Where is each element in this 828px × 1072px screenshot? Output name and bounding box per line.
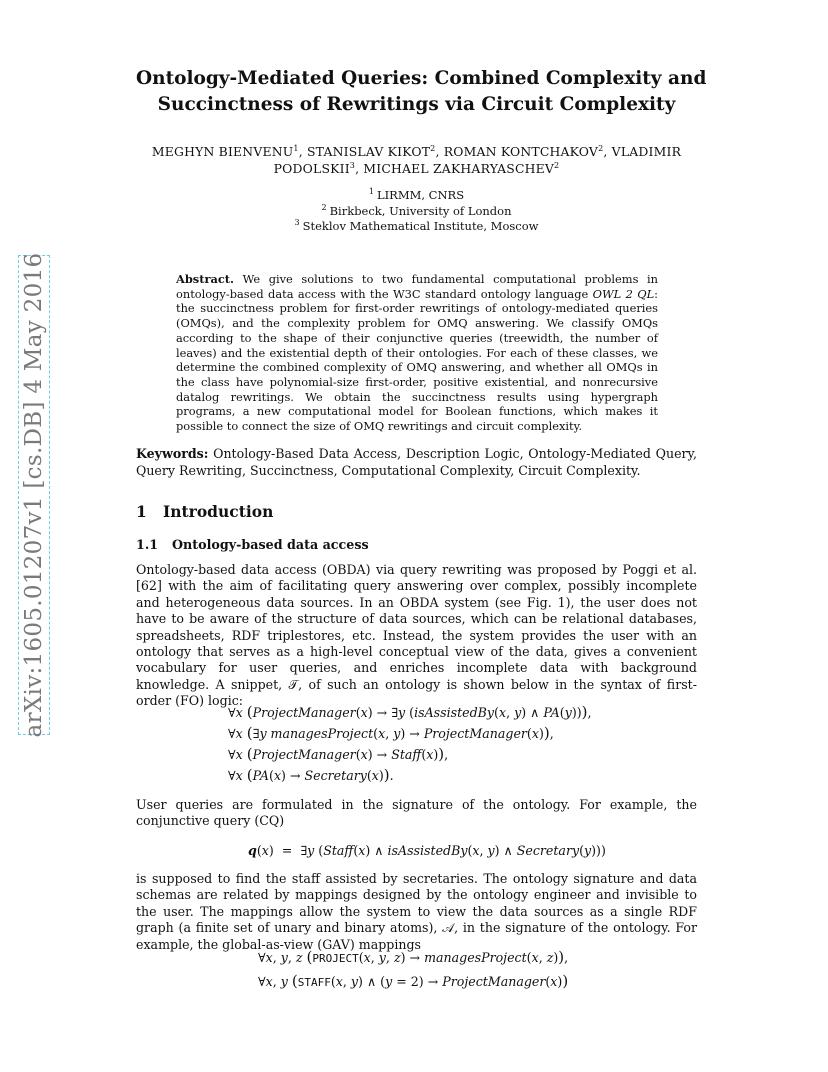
conjunctive-query: q(x) = ∃y (Staff(x) ∧ isAssistedBy(x, y) ∧ Secretary(y))) [248,843,606,858]
affil-mark: 1 [293,143,299,153]
affil-number: 2 [321,202,327,212]
subsection-title: Ontology-based data access [172,537,369,552]
author-name: , MICHAEL ZAKHARYASCHEV [355,161,555,176]
axiom-3: ∀x (ProjectManager(x) → Staff(x)), [228,745,449,763]
affil-mark: 2 [598,143,604,153]
author-line-1 [136,143,697,160]
keywords [136,446,697,479]
author-list [136,143,697,177]
affil-mark: 2 [554,160,560,170]
paragraph-3: is supposed to find the staff assisted by secretaries. The ontology signature and data schemas are related by mappings designed by the ontology engineer and invisible to the user. The mappings allow the system to view the data sources as a single RDF graph (a finite set of unary and binary atoms), 𝒜, in the signature of the ontology. For example, the global-as-view (GAV) mappings [136,871,697,952]
abstract-text-1: We give solutions to two fundamental computational problems in ontology-based data access with the W3C standard ontology language [176,272,658,301]
title-line-1: Ontology-Mediated Queries: Combined Complexity and [136,68,707,89]
author-name: MEGHYN BIENVENU [151,144,294,159]
affil-mark: 2 [430,143,436,153]
affiliation-2 [136,204,697,220]
paper-title [136,66,707,118]
title-line-2: Succinctness of Rewritings via Circuit Complexity [157,94,676,115]
affiliation-1 [136,188,697,204]
owl-term: OWL 2 QL [592,286,655,301]
relation-project: PROJECT [312,952,359,965]
section-number: 1 [136,502,147,521]
affil-text: Steklov Mathematical Institute, Moscow [302,219,539,233]
relation-staff: STAFF [297,976,331,989]
affil-text: Birkbeck, University of London [329,203,512,218]
author-line-2 [136,160,697,177]
author-name: , ROMAN KONTCHAKOV [435,144,599,159]
gav-mappings [258,946,568,994]
subsection-heading [136,537,369,552]
ontology-axioms [228,702,592,786]
abstract-text-2: : the succinctness problem for first-order rewritings of ontology-mediated queries (OMQs), and the complexity problem for OMQ answering. We classify OMQs according to the shape of their conjunctive queries (treewidth, the number of leaves) and the existential depth of their ontologies. For each of these classes, we determine the combined complexity of OMQ answering, and whether all OMQs in the class have polynomial-size first-order, positive existential, and nonrecursive datalog rewritings. We obtain the succinctness results using hypergraph programs, a new computational model for Boolean functions, which makes it possible to connect the size of OMQ rewritings and circuit complexity. [176,286,658,434]
keywords-label: Keywords: [136,446,209,461]
keywords-text: Ontology-Based Data Access, Description Logic, Ontology-Mediated Query, Query Rewriting, Succinctness, Computational Complexity, Circuit Complexity. [136,446,697,478]
axiom-4: ∀x (PA(x) → Secretary(x)). [228,766,394,784]
abstract-label: Abstract. [176,272,235,286]
arxiv-identifier: arXiv:1605.01207v1 [cs.DB] 4 May 2016 [21,252,47,738]
mapping-1: ∀x, y, z (PROJECT(x, y, z) → managesProject(x, z)), [258,948,569,966]
affil-number: 3 [294,218,300,228]
axiom-2: ∀x (∃y managesProject(x, y) → ProjectManager(x)), [228,724,554,742]
affil-text: LIRMM, CNRS [376,188,465,202]
abstract [176,272,658,434]
mapping-2: ∀x, y (STAFF(x, y) ∧ (y = 2) → ProjectManager(x)) [258,972,569,990]
section-heading [136,502,273,521]
author-name: , VLADIMIR [603,144,682,159]
affiliation-3 [136,219,697,235]
subsection-number: 1.1 [136,537,159,552]
paragraph-1: Ontology-based data access (OBDA) via query rewriting was proposed by Poggi et al. [62] with the aim of facilitating query answering over complex, possibly incomplete and heterogeneous data sources. In an OBDA system (see Fig. 1), the user does not have to be aware of the structure of data sources, which can be relational databases, spreadsheets, RDF triplestores, etc. Instead, the system provides the user with an ontology that serves as a high-level conceptual view of the data, gives a convenient vocabulary for user queries, and enriches incomplete data with background knowledge. A snippet, 𝒯, of such an ontology is shown below in the syntax of first-order (FO) logic: [136,562,697,709]
arxiv-identifier-box [18,252,50,738]
author-name: PODOLSKII [273,161,350,176]
section-title: Introduction [163,502,274,521]
affiliations [136,188,697,235]
axiom-1: ∀x (ProjectManager(x) → ∃y (isAssistedBy(x, y) ∧ PA(y))), [228,703,592,721]
paragraph-2: User queries are formulated in the signature of the ontology. For example, the conjunctive query (CQ) [136,797,697,829]
affil-number: 1 [368,187,374,197]
author-name: , STANISLAV KIKOT [298,144,431,159]
affil-mark: 3 [349,160,356,170]
